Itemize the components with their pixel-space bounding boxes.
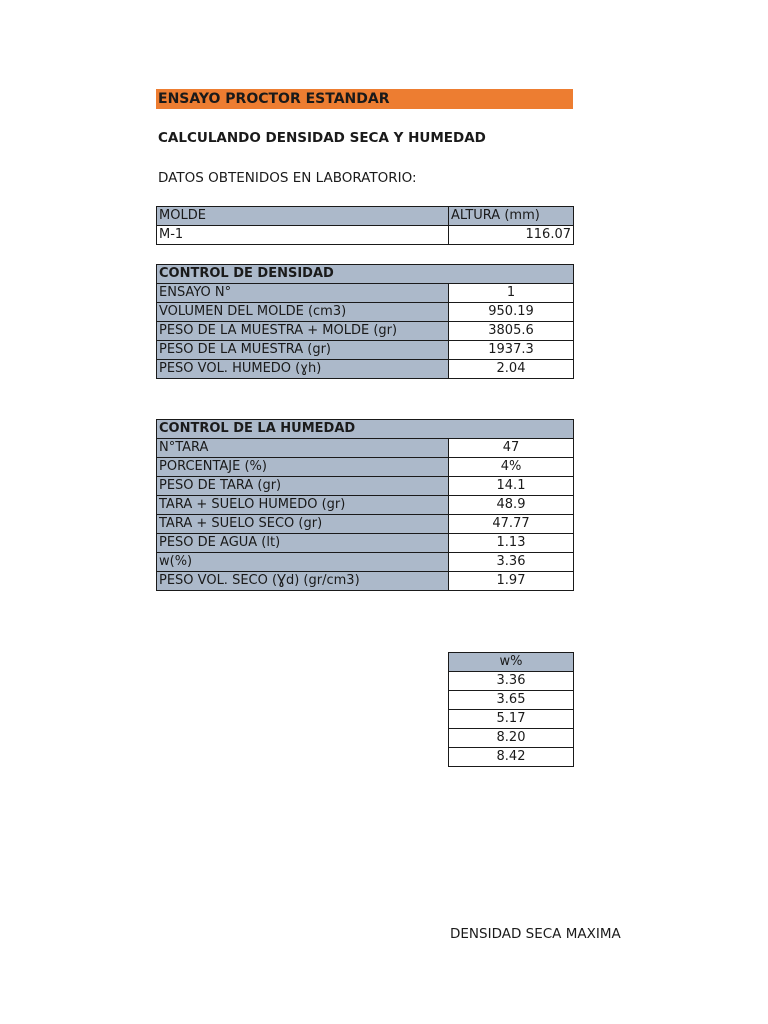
sheet-subtitle: CALCULANDO DENSIDAD SECA Y HUMEDAD	[158, 130, 486, 146]
row-label-cell[interactable]: PESO DE AGUA (lt)	[157, 534, 449, 553]
table-row	[157, 360, 574, 379]
table-row	[449, 710, 574, 729]
row-value-cell[interactable]: 3.36	[449, 553, 574, 572]
row-label-cell[interactable]: PESO DE TARA (gr)	[157, 477, 449, 496]
table-row	[157, 458, 574, 477]
w-value-cell[interactable]: 8.42	[449, 748, 574, 767]
row-value-cell[interactable]: 47	[449, 439, 574, 458]
w-header-cell[interactable]: w%	[449, 653, 574, 672]
table-row	[157, 534, 574, 553]
table-row	[449, 729, 574, 748]
row-label-cell[interactable]: VOLUMEN DEL MOLDE (cm3)	[157, 303, 449, 322]
table-row	[157, 477, 574, 496]
row-value-cell[interactable]: 14.1	[449, 477, 574, 496]
w-value-cell[interactable]: 8.20	[449, 729, 574, 748]
molde-name-cell[interactable]: M-1	[157, 226, 449, 245]
row-label-cell[interactable]: ENSAYO N°	[157, 284, 449, 303]
humedad-header-cell[interactable]: CONTROL DE LA HUMEDAD	[157, 420, 574, 439]
row-label-cell[interactable]: w(%)	[157, 553, 449, 572]
table-row	[157, 322, 574, 341]
table-row	[449, 691, 574, 710]
row-value-cell[interactable]: 1.13	[449, 534, 574, 553]
table-row	[449, 672, 574, 691]
densidad-header-row	[157, 265, 574, 284]
table-row	[157, 341, 574, 360]
table-row	[157, 284, 574, 303]
row-label-cell[interactable]: PESO DE LA MUESTRA + MOLDE (gr)	[157, 322, 449, 341]
row-value-cell[interactable]: 2.04	[449, 360, 574, 379]
table-row	[157, 553, 574, 572]
table-row	[157, 496, 574, 515]
row-label-cell[interactable]: TARA + SUELO HUMEDO (gr)	[157, 496, 449, 515]
molde-table	[156, 206, 574, 245]
row-value-cell[interactable]: 48.9	[449, 496, 574, 515]
molde-header-row	[157, 207, 574, 226]
row-label-cell[interactable]: PESO VOL. SECO (Ɣd) (gr/cm3)	[157, 572, 449, 591]
row-value-cell[interactable]: 3805.6	[449, 322, 574, 341]
sheet-title: ENSAYO PROCTOR ESTANDAR	[156, 89, 573, 109]
table-row	[157, 439, 574, 458]
row-label-cell[interactable]: TARA + SUELO SECO (gr)	[157, 515, 449, 534]
w-value-cell[interactable]: 5.17	[449, 710, 574, 729]
row-value-cell[interactable]: 1.97	[449, 572, 574, 591]
row-value-cell[interactable]: 4%	[449, 458, 574, 477]
densidad-table	[156, 264, 574, 379]
row-label-cell[interactable]: PESO DE LA MUESTRA (gr)	[157, 341, 449, 360]
w-percent-table	[448, 652, 574, 767]
row-value-cell[interactable]: 950.19	[449, 303, 574, 322]
altura-value-cell[interactable]: 116.07	[449, 226, 574, 245]
row-value-cell[interactable]: 47.77	[449, 515, 574, 534]
densidad-seca-label: DENSIDAD SECA MAXIMA	[450, 926, 621, 942]
humedad-header-row	[157, 420, 574, 439]
table-row	[157, 515, 574, 534]
w-value-cell[interactable]: 3.36	[449, 672, 574, 691]
row-label-cell[interactable]: PESO VOL. HUMEDO (ɣh)	[157, 360, 449, 379]
row-label-cell[interactable]: N°TARA	[157, 439, 449, 458]
table-row	[449, 748, 574, 767]
row-value-cell[interactable]: 1	[449, 284, 574, 303]
w-header-row	[449, 653, 574, 672]
row-label-cell[interactable]: PORCENTAJE (%)	[157, 458, 449, 477]
table-row	[157, 572, 574, 591]
altura-header-cell[interactable]: ALTURA (mm)	[449, 207, 574, 226]
table-row	[157, 303, 574, 322]
w-value-cell[interactable]: 3.65	[449, 691, 574, 710]
densidad-header-cell[interactable]: CONTROL DE DENSIDAD	[157, 265, 574, 284]
lab-data-note: DATOS OBTENIDOS EN LABORATORIO:	[158, 170, 417, 186]
molde-value-row	[157, 226, 574, 245]
humedad-table	[156, 419, 574, 591]
molde-header-cell[interactable]: MOLDE	[157, 207, 449, 226]
row-value-cell[interactable]: 1937.3	[449, 341, 574, 360]
